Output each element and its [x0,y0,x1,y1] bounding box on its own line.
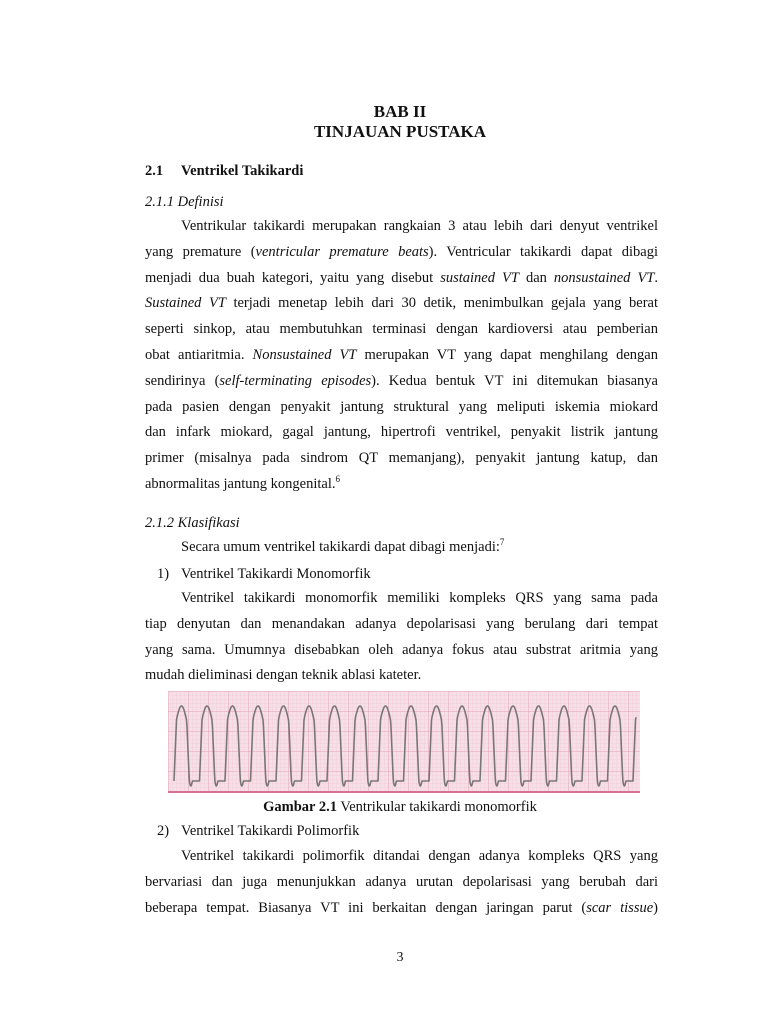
ecg-strip-image [168,691,640,793]
text-line: Ventrikel takikardi polimorfik ditandai dengan adanya kompleks QRS yang [181,848,658,864]
list-item-title: Ventrikel Takikardi Monomorfik [181,566,371,582]
section-title: Ventrikel Takikardi [181,163,304,179]
citation-superscript: 7 [499,537,505,548]
italic-term: Sustained VT [145,295,226,312]
monomorfik-paragraph [145,586,658,689]
chapter-title: TINJAUAN PUSTAKA [313,122,487,141]
text-line: bervariasi dan juga menunjukkan adanya urutan depolarisasi yang berubah dari [145,873,658,890]
list-number: 1) [157,566,170,582]
italic-term: self-terminating episodes [219,372,372,389]
text-line: Secara umum ventrikel takikardi dapat dibagi menjadi:$^7$ [181,537,505,555]
text-line: Sustained VT terjadi menetap lebih dari 30 detik, menimbulkan gejala yang berat [145,295,658,312]
figure-label: Gambar 2.1 [263,799,337,815]
polimorfik-paragraph [145,844,658,921]
figure-caption-text: Ventrikular takikardi monomorfik [336,799,537,815]
section-heading [145,163,303,180]
text-line: tiap denyutan dan menandakan adanya depolarisasi yang berulang dari tempat [145,615,658,632]
italic-term: sustained VT [440,269,519,286]
italic-term: ventricular premature beats [255,243,429,260]
text-line: menjadi dua buah kategori, yaitu yang disebut sustained VT dan nonsustained VT. [145,269,659,286]
text-line: mudah dieliminasi dengan teknik ablasi kateter. [145,667,422,684]
text-line: obat antiaritmia. Nonsustained VT merupakan VT yang dapat menghilang dengan [145,346,658,363]
subsection-heading-klasifikasi: 2.1.2 Klasifikasi [145,515,240,531]
list-item-monomorfik [157,566,371,583]
page-number: 3 [396,950,404,965]
list-item-title: Ventrikel Takikardi Polimorfik [181,823,360,839]
text-line: yang premature (ventricular premature beats). Ventricular takikardi dapat dibagi [145,243,658,260]
text-line: Ventrikular takikardi merupakan rangkaian 3 atau lebih dari denyut ventrikel [181,218,658,234]
text-line: Ventrikel takikardi monomorfik memiliki kompleks QRS yang sama pada [181,590,658,606]
italic-term: nonsustained VT [553,269,655,286]
chapter-label: BAB II [373,102,427,121]
klasifikasi-intro [145,535,658,561]
text-line: sendirinya (self-terminating episodes). Kedua bentuk VT ini ditemukan biasanya [145,372,658,389]
text-line: yang sama. Umumnya disebabkan oleh adanya fokus atau substrat aritmia yang [145,641,658,658]
text-line: seperti sinkop, atau membutuhkan terminasi dengan kardioversi atau pemberian [145,321,658,338]
text-line: dan infark miokard, gagal jantung, hipertrofi ventrikel, penyakit listrik jantung [145,424,658,441]
text-line: abnormalitas jantung kongenital.$^6$ [145,474,340,492]
text-line: pada pasien dengan penyakit jantung struktural yang meliputi iskemia miokard [145,398,658,415]
italic-term: Nonsustained VT [252,346,357,363]
definisi-paragraph [145,214,658,498]
text-line: beberapa tempat. Biasanya VT ini berkaitan dengan jaringan parut (scar tissue) [145,899,658,916]
section-number: 2.1 [145,163,164,179]
list-item-polimorfik [157,823,359,840]
list-number: 2) [157,823,170,839]
subsection-heading-definisi: 2.1.1 Definisi [145,194,224,210]
citation-superscript: 6 [335,474,340,485]
text-line: primer (misalnya pada sindrom QT memanjang), penyakit jantung katup, dan [145,450,658,467]
figure-caption [0,799,768,816]
italic-term: scar tissue [586,899,654,916]
